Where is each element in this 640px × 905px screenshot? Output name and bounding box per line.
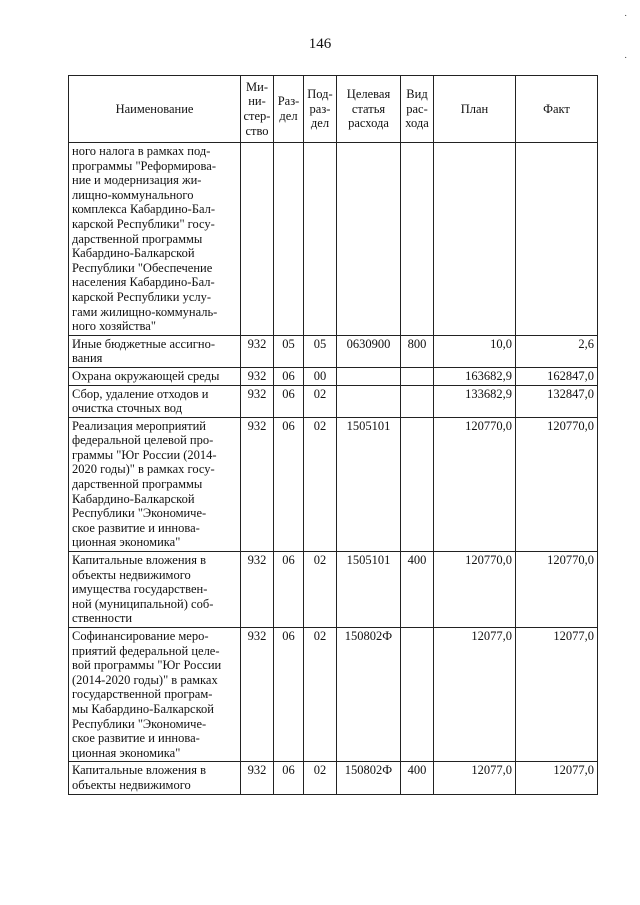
cell-plan: 12077,0 bbox=[434, 628, 516, 762]
cell-section: 06 bbox=[274, 762, 304, 794]
cell-name: Реализация мероприятий федеральной целевой про- граммы "Юг России (2014- 2020 годы)" в рамках госу- дарственной программы Кабардино-Балкарской Республики "Экономиче- ское развитие и иннова- ционная экономика" bbox=[69, 417, 241, 551]
cell-fact: 12077,0 bbox=[516, 762, 598, 794]
table-row bbox=[69, 335, 598, 367]
cell-ministry: 932 bbox=[241, 385, 274, 417]
table-header bbox=[69, 76, 598, 143]
cell-name: ного налога в рамках под- программы "Реформирова- ние и модернизация жи- лищно-коммунального комплекса Кабардино-Бал- карской Республики" госу- дарственной программы Кабардино-Балкарской Республики "Обеспечение населения Кабардино-Бал- карской Республики услу- гами жилищно-коммуналь- ного хозяйства" bbox=[69, 143, 241, 336]
cell-target bbox=[337, 143, 401, 336]
cell-section: 06 bbox=[274, 552, 304, 628]
table-row bbox=[69, 367, 598, 385]
cell-subsection: 05 bbox=[304, 335, 337, 367]
cell-fact: 132847,0 bbox=[516, 385, 598, 417]
header-fact: Факт bbox=[516, 76, 598, 143]
scan-mark: ˙ bbox=[624, 56, 628, 67]
table-row bbox=[69, 552, 598, 628]
cell-type: 400 bbox=[401, 762, 434, 794]
cell-subsection: 00 bbox=[304, 367, 337, 385]
cell-type: 400 bbox=[401, 552, 434, 628]
cell-type: 800 bbox=[401, 335, 434, 367]
cell-section: 06 bbox=[274, 417, 304, 551]
cell-plan: 120770,0 bbox=[434, 417, 516, 551]
cell-target: 150802Ф bbox=[337, 628, 401, 762]
cell-subsection: 02 bbox=[304, 385, 337, 417]
cell-fact: 162847,0 bbox=[516, 367, 598, 385]
table-body bbox=[69, 143, 598, 795]
table-row bbox=[69, 628, 598, 762]
cell-ministry: 932 bbox=[241, 552, 274, 628]
cell-type bbox=[401, 143, 434, 336]
cell-plan: 163682,9 bbox=[434, 367, 516, 385]
header-plan: План bbox=[434, 76, 516, 143]
cell-target: 150802Ф bbox=[337, 762, 401, 794]
cell-fact bbox=[516, 143, 598, 336]
table-row bbox=[69, 762, 598, 794]
cell-ministry: 932 bbox=[241, 628, 274, 762]
cell-type bbox=[401, 628, 434, 762]
header-target: Целевая статья расхода bbox=[337, 76, 401, 143]
cell-plan: 133682,9 bbox=[434, 385, 516, 417]
cell-fact: 120770,0 bbox=[516, 417, 598, 551]
cell-ministry: 932 bbox=[241, 417, 274, 551]
cell-ministry: 932 bbox=[241, 335, 274, 367]
cell-target bbox=[337, 367, 401, 385]
table-row bbox=[69, 417, 598, 551]
cell-type bbox=[401, 367, 434, 385]
cell-ministry: 932 bbox=[241, 762, 274, 794]
cell-plan bbox=[434, 143, 516, 336]
cell-target: 1505101 bbox=[337, 552, 401, 628]
cell-name: Сбор, удаление отходов и очистка сточных вод bbox=[69, 385, 241, 417]
page-number: 146 bbox=[308, 36, 332, 52]
cell-type bbox=[401, 417, 434, 551]
header-section: Раз- дел bbox=[274, 76, 304, 143]
cell-plan: 12077,0 bbox=[434, 762, 516, 794]
cell-plan: 120770,0 bbox=[434, 552, 516, 628]
cell-subsection: 02 bbox=[304, 628, 337, 762]
cell-name: Охрана окружающей среды bbox=[69, 367, 241, 385]
cell-target bbox=[337, 385, 401, 417]
cell-name: Капитальные вложения в объекты недвижимого bbox=[69, 762, 241, 794]
cell-fact: 12077,0 bbox=[516, 628, 598, 762]
cell-subsection: 02 bbox=[304, 552, 337, 628]
cell-ministry: 932 bbox=[241, 367, 274, 385]
table-row bbox=[69, 385, 598, 417]
cell-type bbox=[401, 385, 434, 417]
cell-ministry bbox=[241, 143, 274, 336]
cell-section: 06 bbox=[274, 628, 304, 762]
header-type: Вид рас- хода bbox=[401, 76, 434, 143]
cell-name: Капитальные вложения в объекты недвижимого имущества государствен- ной (муниципальной) соб- ственности bbox=[69, 552, 241, 628]
budget-table bbox=[68, 75, 598, 795]
header-ministry: Ми- ни- стер- ство bbox=[241, 76, 274, 143]
cell-fact: 2,6 bbox=[516, 335, 598, 367]
cell-fact: 120770,0 bbox=[516, 552, 598, 628]
cell-section: 06 bbox=[274, 385, 304, 417]
cell-name: Иные бюджетные ассигно- вания bbox=[69, 335, 241, 367]
header-subsection: Под- раз- дел bbox=[304, 76, 337, 143]
cell-subsection: 02 bbox=[304, 762, 337, 794]
header-name: Наименование bbox=[69, 76, 241, 143]
cell-section: 06 bbox=[274, 367, 304, 385]
scan-mark: ˙ bbox=[624, 14, 628, 25]
cell-section: 05 bbox=[274, 335, 304, 367]
cell-subsection: 02 bbox=[304, 417, 337, 551]
cell-target: 0630900 bbox=[337, 335, 401, 367]
cell-name: Софинансирование меро- приятий федеральной целе- вой программы "Юг России (2014-2020 годы)" в рамках государственной програм- мы Кабардино-Балкарской Республики "Экономиче- ское развитие и иннова- ционная экономика" bbox=[69, 628, 241, 762]
cell-plan: 10,0 bbox=[434, 335, 516, 367]
cell-subsection bbox=[304, 143, 337, 336]
cell-target: 1505101 bbox=[337, 417, 401, 551]
cell-section bbox=[274, 143, 304, 336]
table-row bbox=[69, 143, 598, 336]
